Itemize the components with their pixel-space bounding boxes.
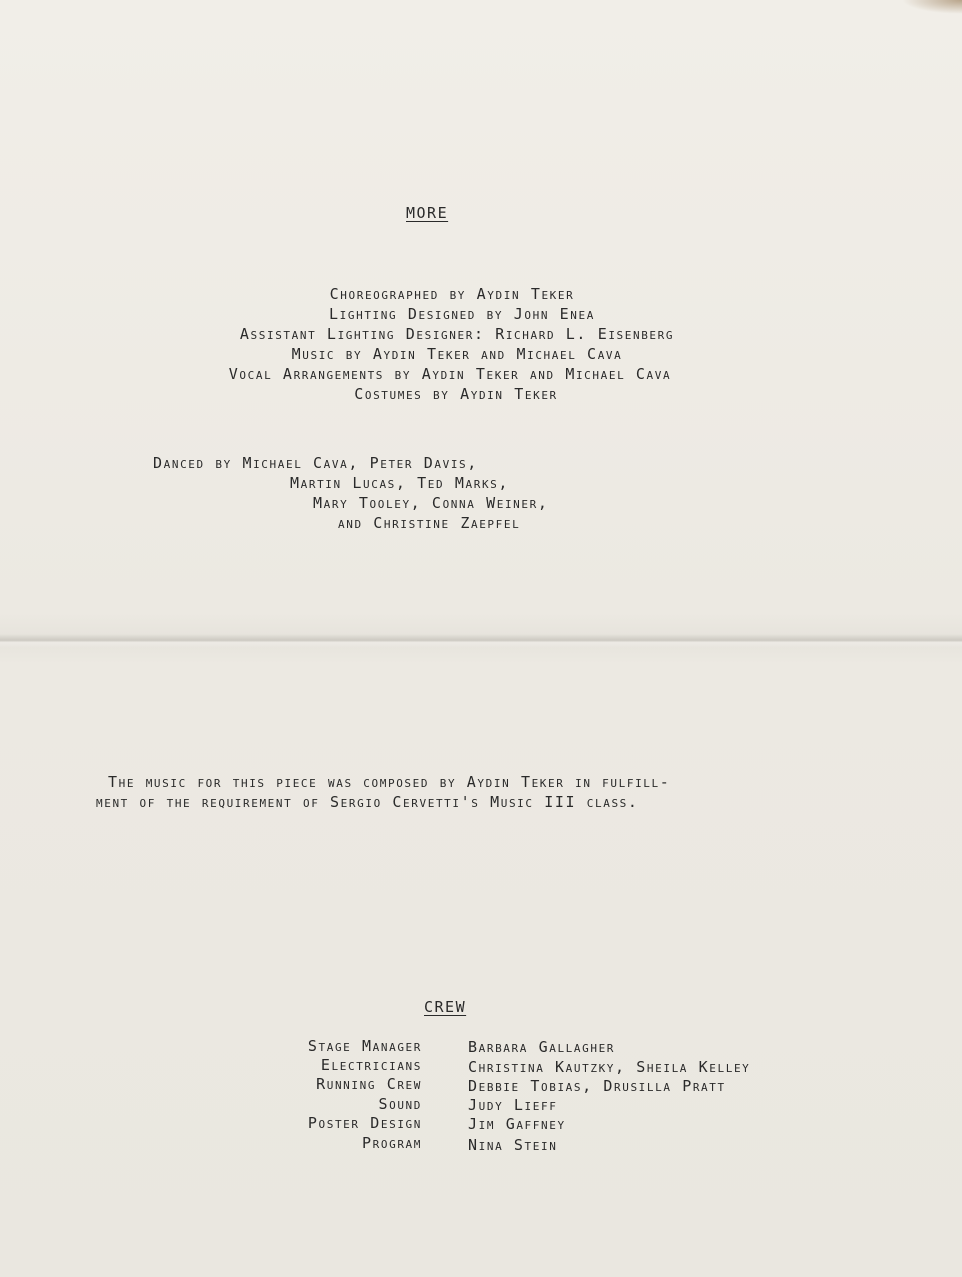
crew-name: Nina Stein — [468, 1136, 558, 1154]
note-line-2: ment of the requirement of Sergio Cervetti's Music III class. — [96, 793, 639, 811]
note-line-1: The music for this piece was composed by Aydin Teker in fulfill- — [108, 773, 671, 791]
dancers-line-2: Martin Lucas, Ted Marks, — [290, 474, 510, 492]
credit-lighting: Lighting Designed by John Enea — [329, 305, 595, 323]
crew-name: Jim Gaffney — [468, 1115, 566, 1133]
crew-role: Stage Manager — [307, 1037, 422, 1055]
crew-name: Judy Lieff — [468, 1096, 558, 1114]
crew-heading: CREW — [424, 998, 467, 1016]
dancers-line-4: and Christine Zaepfel — [338, 514, 521, 532]
crew-role: Running Crew — [316, 1075, 422, 1093]
dancers-line-1: Danced by Michael Cava, Peter Davis, — [153, 454, 478, 472]
crew-role: Poster Design — [307, 1114, 422, 1132]
credit-assistant-lighting: Assistant Lighting Designer: Richard L. Eisenberg — [239, 325, 675, 343]
crew-role: Program — [362, 1134, 422, 1152]
dancers-line-3: Mary Tooley, Conna Weiner, — [313, 494, 549, 512]
credit-music: Music by Aydin Teker and Michael Cava — [291, 345, 623, 363]
crew-name: Debbie Tobias, Drusilla Pratt — [468, 1077, 726, 1095]
page-title: MORE — [406, 204, 449, 222]
crew-role: Electricians — [320, 1056, 422, 1074]
crew-role: Sound — [378, 1095, 422, 1113]
crew-name: Barbara Gallagher — [468, 1038, 616, 1056]
credit-costumes: Costumes by Aydin Teker — [354, 385, 558, 403]
corner-stain — [902, 0, 962, 14]
credit-vocal: Vocal Arrangements by Aydin Teker and Michael Cava — [228, 365, 672, 383]
crew-name: Christina Kautzky, Sheila Kelley — [468, 1058, 751, 1076]
paper-fold — [0, 634, 962, 648]
credit-choreography: Choreographed by Aydin Teker — [329, 285, 575, 303]
